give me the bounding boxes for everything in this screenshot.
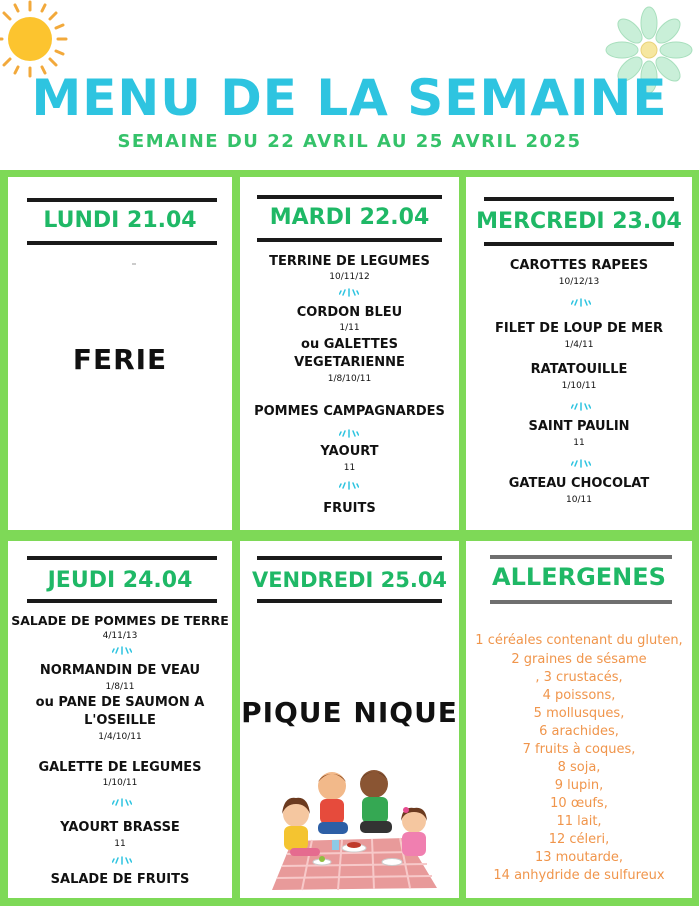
card-jeudi <box>8 541 232 898</box>
rule-top <box>27 556 217 560</box>
menu-item: ou PANE DE SAUMON A <box>35 695 205 710</box>
card-vendredi <box>240 541 459 898</box>
allergen-item: , 3 crustacés, <box>535 670 623 685</box>
allergen-codes: 11 <box>114 839 126 849</box>
menu-item: GALETTE DE LEGUMES <box>38 760 202 775</box>
allergen-codes: 11 <box>573 438 585 448</box>
allergen-item: 7 fruits à coques, <box>522 742 636 757</box>
rule-bottom <box>27 599 217 603</box>
allergenes-title: ALLERGENES <box>492 563 666 591</box>
allergen-item: 5 mollusques, <box>533 706 625 721</box>
drops-separator-icon <box>112 855 132 865</box>
menu-item: POMMES CAMPAGNARDES <box>254 404 445 419</box>
allergen-codes: 1/8/10/11 <box>327 374 372 384</box>
allergen-item: 4 poissons, <box>542 688 616 703</box>
allergen-codes: 4/11/13 <box>102 631 138 641</box>
allergen-codes: 1/4/11 <box>564 340 594 350</box>
dash-mark <box>132 263 136 265</box>
drops-separator-icon <box>339 287 359 297</box>
day-title-mardi: MARDI 22.04 <box>269 205 430 230</box>
menu-item: L'OSEILLE <box>84 713 156 728</box>
allergen-item: 6 arachides, <box>539 724 619 739</box>
card-lundi <box>8 177 232 530</box>
menu-item: SAINT PAULIN <box>528 419 630 434</box>
allergen-item: 1 céréales contenant du gluten, <box>475 633 683 648</box>
rule-bottom <box>257 599 442 603</box>
drops-separator-icon <box>571 297 591 307</box>
card-mercredi <box>466 177 692 530</box>
drops-separator-icon <box>112 797 132 807</box>
menu-item: CAROTTES RAPEES <box>509 258 649 273</box>
allergen-codes: 10/12/13 <box>558 277 600 287</box>
drops-separator-icon <box>571 458 591 468</box>
picnic-illustration <box>272 766 437 891</box>
rule-bottom <box>257 238 442 242</box>
day-title-lundi: LUNDI 21.04 <box>43 208 197 233</box>
drops-separator-icon <box>112 645 132 655</box>
allergen-codes: 10/11 <box>566 495 592 505</box>
rule-top <box>484 197 674 201</box>
allergen-item: 12 céleri, <box>548 832 610 847</box>
pique-nique-label: PIQUE NIQUE <box>241 696 458 729</box>
day-title-vendredi: VENDREDI 25.04 <box>251 568 448 592</box>
page-title: MENU DE LA SEMAINE <box>31 69 668 127</box>
day-title-mercredi: MERCREDI 23.04 <box>476 209 682 234</box>
day-title-jeudi: JEUDI 24.04 <box>47 568 193 593</box>
ferie-label: FERIE <box>72 343 168 376</box>
allergen-codes: 11 <box>343 463 356 473</box>
allergen-item: 11 lait, <box>556 814 602 829</box>
menu-item: FILET DE LOUP DE MER <box>495 321 663 336</box>
allergen-item: 13 moutarde, <box>534 850 624 865</box>
menu-item: YAOURT <box>320 444 379 459</box>
menu-item: VEGETARIENNE <box>294 355 405 370</box>
menu-item: SALADE DE FRUITS <box>50 872 190 887</box>
rule-bottom <box>27 241 217 245</box>
menu-item: TERRINE DE LEGUMES <box>269 254 430 269</box>
allergen-codes: 1/10/11 <box>561 381 597 391</box>
rule-top <box>27 198 217 202</box>
card-allergenes <box>466 541 692 898</box>
rule-top <box>490 555 672 559</box>
drops-separator-icon <box>339 480 359 490</box>
allergen-codes: 1/8/11 <box>105 682 135 692</box>
menu-item: NORMANDIN DE VEAU <box>39 663 201 678</box>
allergen-codes: 1/4/10/11 <box>98 732 142 742</box>
allergen-codes: 1/11 <box>339 323 360 333</box>
rule-bottom <box>484 242 674 246</box>
rule-top <box>257 195 442 199</box>
allergen-item: 14 anhydride de sulfureux <box>493 868 665 883</box>
drops-separator-icon <box>571 401 591 411</box>
allergen-codes: 1/10/11 <box>102 778 138 788</box>
menu-item: GATEAU CHOCOLAT <box>508 476 650 491</box>
allergen-codes: 10/11/12 <box>329 272 370 282</box>
menu-item: SALADE DE POMMES DE TERRE <box>11 613 229 628</box>
menu-item: ou GALETTES <box>301 337 398 352</box>
allergen-item: 8 soja, <box>557 760 601 775</box>
menu-item: CORDON BLEU <box>296 305 403 320</box>
menu-item: RATATOUILLE <box>530 362 628 377</box>
allergen-item: 2 graines de sésame <box>511 652 647 667</box>
menu-item: YAOURT BRASSE <box>60 820 180 835</box>
card-mardi <box>240 177 459 530</box>
week-subtitle: SEMAINE DU 22 AVRIL AU 25 AVRIL 2025 <box>117 131 582 152</box>
drops-separator-icon <box>339 428 359 438</box>
allergen-item: 10 œufs, <box>550 796 608 811</box>
menu-item: FRUITS <box>323 501 376 516</box>
allergen-item: 9 lupin, <box>554 778 604 793</box>
rule-bottom <box>490 600 672 604</box>
rule-top <box>257 556 442 560</box>
